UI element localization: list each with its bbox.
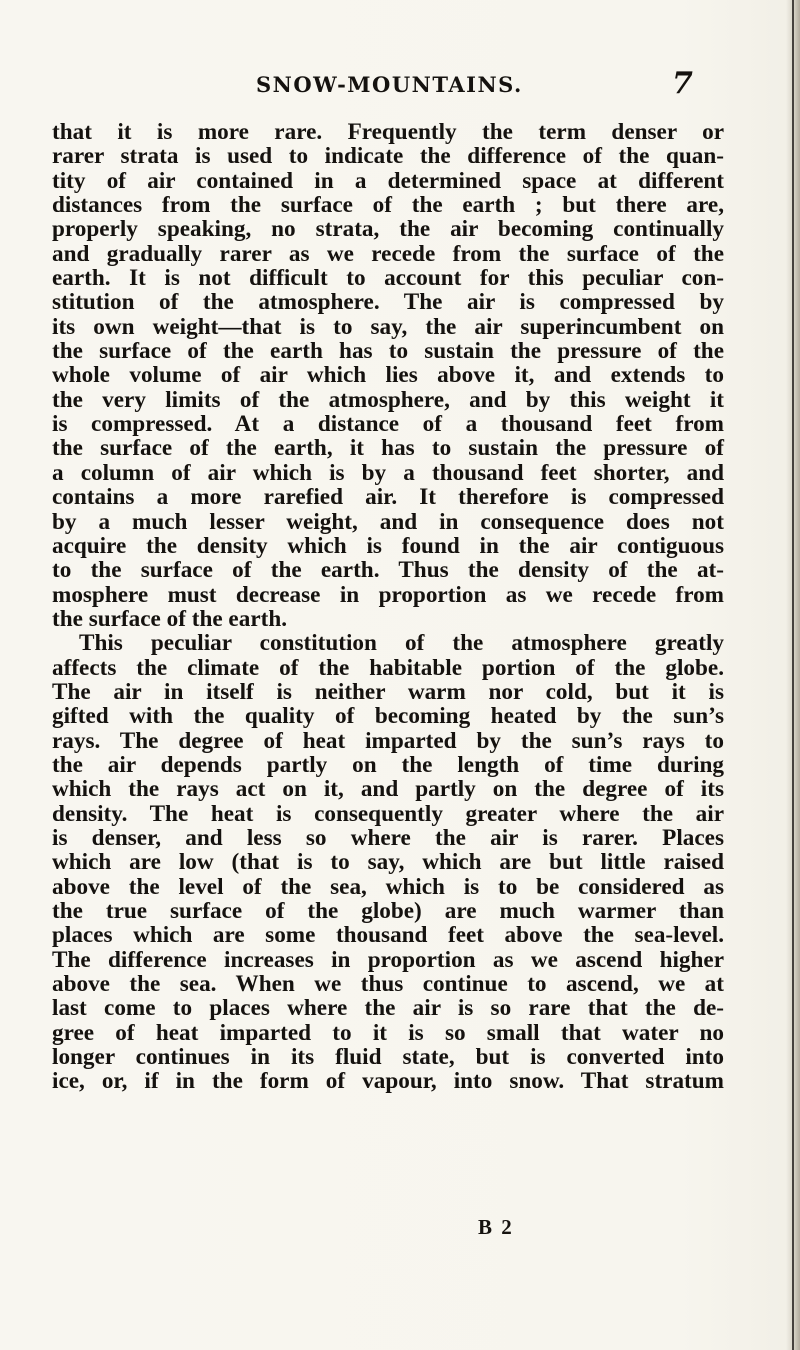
text-line: a column of air which is by a thousand feet shorter, and [52,459,724,486]
text-line: the surface of the earth has to sustain the pressure of the [52,338,724,365]
text-line: places which are some thousand feet above the sea-level. [52,922,724,949]
text-line: acquire the density which is found in the air contiguous [52,532,724,559]
text-line: ice, or, if in the form of vapour, into snow. That stratum [52,1068,724,1095]
page-number: 7 [672,66,693,101]
text-line: gifted with the quality of becoming heated by the sun’s [52,703,724,730]
text-line: stitution of the atmosphere. The air is compressed by [52,289,724,316]
text-line: mosphere must decrease in proportion as we recede from [52,581,724,608]
text-line: The difference increases in proportion as we ascend higher [52,946,724,973]
signature-mark: B 2 [478,1215,514,1239]
text-line: and gradually rarer as we recede from the surface of the [52,240,724,267]
text-line: the true surface of the globe) are much warmer than [52,898,724,924]
paragraph-start-line: This peculiar constitution of the atmosphere greatly [79,630,724,657]
text-line: is denser, and less so where the air is rarer. Places [52,824,724,851]
text-line: The air in itself is neither warm nor cold, but it is [52,678,724,705]
body-text [52,120,724,1094]
text-line: the surface of the earth, it has to sustain the pressure of [52,435,724,462]
text-line: the surface of the earth. [52,605,288,632]
text-line: density. The heat is consequently greater where the air [52,800,724,827]
text-line: earth. It is not difficult to account for this peculiar con- [52,265,724,292]
text-line: that it is more rare. Frequently the term denser or [52,119,724,145]
text-line: tity of air contained in a determined space at different [52,167,724,194]
text-line: gree of heat imparted to it is so small that water no [52,1019,724,1046]
text-line: rarer strata is used to indicate the difference of the quan- [52,143,724,170]
text-line: rays. The degree of heat imparted by the sun’s rays to [52,727,724,754]
text-line: to the surface of the earth. Thus the density of the at- [52,557,724,584]
text-line: above the sea. When we thus continue to ascend, we at [52,971,724,998]
text-line: last come to places where the air is so rare that the de- [52,995,724,1022]
text-line: affects the climate of the habitable portion of the globe. [52,654,724,681]
text-line: whole volume of air which lies above it, and extends to [52,362,724,389]
text-line: contains a more rarefied air. It therefore is compressed [52,484,724,511]
text-line: its own weight—that is to say, the air superincumbent on [52,313,724,340]
text-line: properly speaking, no strata, the air becoming continually [52,216,724,243]
text-line: is compressed. At a distance of a thousand feet from [52,411,724,438]
text-line: which are low (that is to say, which are but little raised [52,849,724,876]
text-line: distances from the surface of the earth ; but there are, [52,192,724,219]
text-line: the very limits of the atmosphere, and by this weight it [52,386,724,413]
running-head: SNOW-MOUNTAINS. [256,72,523,97]
text-line: by a much lesser weight, and in consequence does not [52,508,724,535]
text-line: longer continues in its fluid state, but is converted into [52,1044,724,1071]
text-line: which the rays act on it, and partly on the degree of its [52,776,724,803]
page-edge-line [792,0,794,1350]
text-line: the air depends partly on the length of time during [52,751,724,778]
text-line: above the level of the sea, which is to be considered as [52,873,724,900]
